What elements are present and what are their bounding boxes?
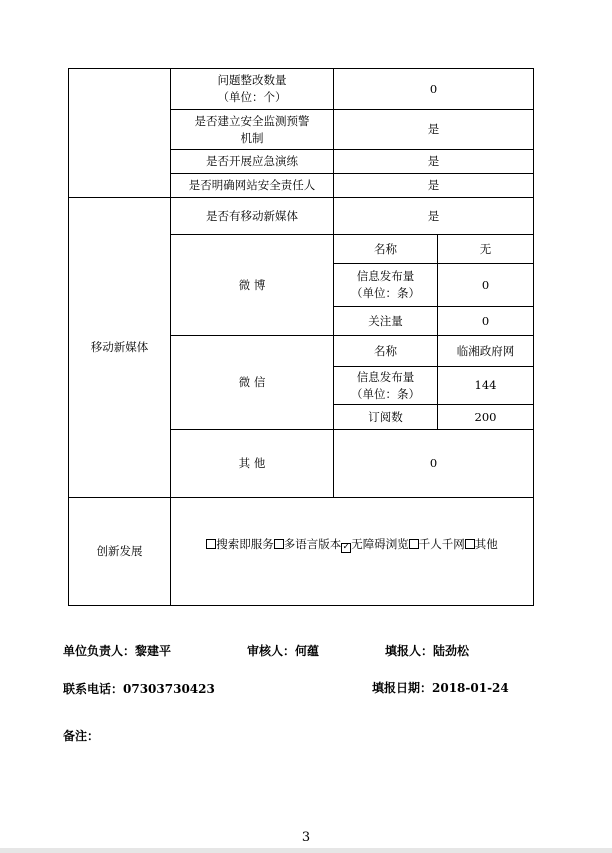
owner-value: 是 (333, 173, 534, 198)
rectify-label (170, 68, 334, 110)
option-multilanguage[interactable] (274, 536, 342, 553)
weibo-label: 微 博 (170, 234, 334, 336)
weibo-follow-label: 关注量 (333, 306, 438, 336)
reviewer: 审核人：何蕴 (247, 644, 320, 658)
option-label: 其他 (474, 537, 498, 551)
checkbox-icon[interactable] (206, 539, 216, 549)
wechat-name-label: 名称 (333, 335, 438, 367)
wechat-posts-value: 144 (437, 366, 534, 405)
weibo-posts-value: 0 (437, 263, 534, 307)
option-other[interactable] (465, 536, 498, 553)
other-value: 0 (333, 429, 534, 498)
label: 信息发布量 (356, 369, 415, 384)
remark: 备注： (63, 729, 100, 743)
option-personalized[interactable] (409, 536, 465, 553)
weibo-follow-value: 0 (437, 306, 534, 336)
wechat-sub-value: 200 (437, 404, 534, 430)
checkbox-icon[interactable] (274, 539, 284, 549)
unit: （单位：条） (351, 386, 420, 401)
filler: 填报人：陆劲松 (385, 644, 470, 658)
drill-value: 是 (333, 149, 534, 174)
option-label: 搜索即服务 (216, 537, 274, 551)
checkbox-icon[interactable] (465, 539, 475, 549)
wechat-name-value: 临湘政府网 (437, 335, 534, 367)
fill-date: 填报日期：2018-01-24 (372, 681, 509, 695)
drill-label: 是否开展应急演练 (170, 149, 334, 174)
weibo-posts-label (333, 263, 438, 307)
innovation-label: 创新发展 (68, 497, 171, 606)
label: 问题整改数量 (217, 73, 287, 87)
monitor-value: 是 (333, 109, 534, 150)
option-search-service[interactable] (206, 536, 274, 553)
has-media-value: 是 (333, 197, 534, 235)
owner-label: 是否明确网站安全责任人 (170, 173, 334, 198)
wechat-posts-label (333, 366, 438, 405)
innovation-options (170, 497, 534, 606)
page-bottom-edge (0, 848, 612, 853)
other-label: 其 他 (170, 429, 334, 498)
wechat-sub-label: 订阅数 (333, 404, 438, 430)
option-label: 多语言版本 (283, 537, 342, 551)
checkbox-icon[interactable] (409, 539, 419, 549)
monitor-label: 是否建立安全监测预警机制 (170, 109, 334, 150)
has-media-label: 是否有移动新媒体 (170, 197, 334, 235)
unit: （单位：个） (217, 90, 287, 104)
wechat-label: 微 信 (170, 335, 334, 430)
unit: （单位：条） (351, 286, 420, 300)
option-accessibility[interactable] (341, 536, 409, 553)
checkbox-checked-icon[interactable]: ✓ (342, 542, 351, 552)
contact-phone: 联系电话：07303730423 (63, 682, 215, 696)
rectify-value: 0 (333, 68, 534, 110)
weibo-name-value: 无 (437, 234, 534, 264)
page-number: 3 (301, 830, 311, 845)
media-section-label: 移动新媒体 (68, 197, 171, 498)
option-label: 无障碍浏览 (351, 537, 409, 551)
table-cell-blank (68, 68, 171, 198)
option-label: 千人千网 (418, 537, 465, 551)
label: 信息发布量 (356, 269, 415, 283)
weibo-name-label: 名称 (333, 234, 438, 264)
unit-head: 单位负责人：黎建平 (63, 644, 172, 658)
